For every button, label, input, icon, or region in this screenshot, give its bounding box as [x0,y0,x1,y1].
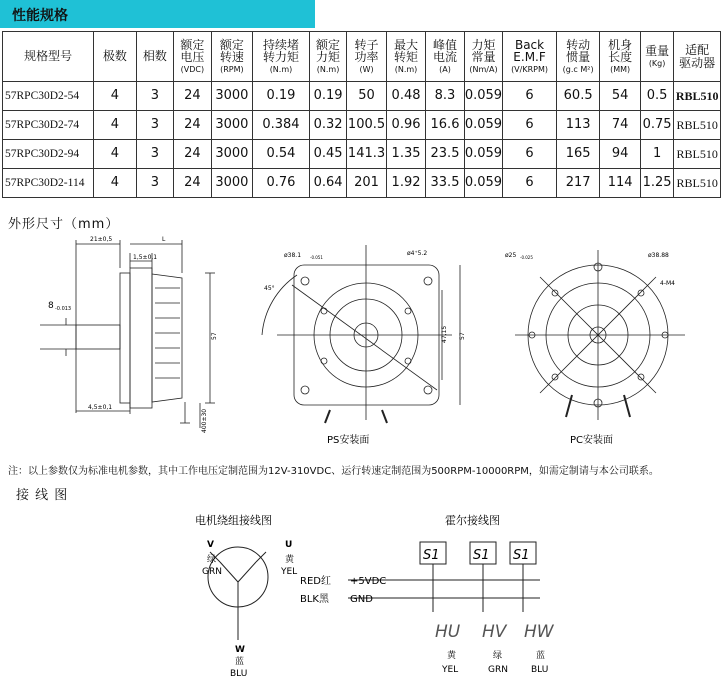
column-unit: (Nm/A) [469,64,498,74]
table-cell: 0.19 [253,82,310,111]
ps-dim-38: ø38.1 [284,252,302,259]
table-cell: 6 [503,140,557,169]
table-cell: 6 [503,82,557,111]
section-title: 性能规格 [12,8,68,24]
table-cell: 0.54 [253,140,310,169]
column-header: 机身 长度 (MM) [600,32,641,82]
ps-face-drawing [252,245,472,445]
column-header: 峰值 电流 (A) [426,32,464,82]
hall-blk: BLK黑 [300,594,329,605]
winding-W-cn: 蓝 [235,657,245,667]
table-cell: 3 [136,140,173,169]
table-cell: 24 [174,82,211,111]
pc-dim-25-tol: -0.025 [520,255,533,260]
dim-4-5: 4,5±0,1 [88,404,113,411]
hall-HV: HV [482,622,507,642]
table-cell: 0.059 [464,82,502,111]
column-header: 最大 转矩 (N.m) [386,32,425,82]
ps-dim-47: 47,15 [441,325,448,343]
winding-V: V [207,540,214,550]
table-cell: 3 [136,82,173,111]
ps-dim-57: 57 [459,332,466,340]
dim-57: 57 [211,332,218,340]
hall-title: 霍尔接线图 [445,514,500,527]
table-cell: 16.6 [426,111,464,140]
ps-angle: 45° [264,285,275,292]
hall-HU-en: YEL [442,665,459,675]
hall-HW: HW [524,622,554,642]
table-cell: 74 [600,111,641,140]
column-header: 极数 [94,32,137,82]
column-header: 重量 (Kg) [640,32,673,82]
spec-table [2,31,721,198]
table-row [3,111,721,140]
table-cell: 8.3 [426,82,464,111]
pc-dim-25: ø25 [505,252,517,259]
table-cell: 33.5 [426,169,464,198]
column-unit: (RPM) [220,64,244,74]
winding-W-en: BLU [230,669,248,679]
table-cell: 0.48 [386,82,425,111]
dim-8: 8 [48,301,54,311]
column-unit: (VDC) [180,64,205,74]
table-cell: RBL510 [674,82,721,111]
wiring-title: 接 线 图 [16,488,69,503]
hall-HU-cn: 黄 [447,651,457,661]
table-cell: 1.25 [640,169,673,198]
table-cell: 0.75 [640,111,673,140]
winding-title: 电机绕组接线图 [195,514,272,527]
winding-U-en: YEL [281,567,298,577]
table-cell: 3000 [211,82,253,111]
table-cell: RBL510 [674,111,721,140]
column-unit: (N.m) [269,64,293,74]
table-cell: 165 [556,140,600,169]
column-unit: (W) [359,64,374,74]
hall-diagram [300,512,570,677]
table-body [3,82,721,198]
column-header: Back E.M.F (V/KRPM) [503,32,557,82]
table-cell: 141.3 [347,140,386,169]
table-cell: 1 [640,140,673,169]
table-cell: 114 [600,169,641,198]
column-unit: (g.c M²) [562,64,594,74]
column-header: 额定 转速 (RPM) [211,32,253,82]
table-cell: 24 [174,111,211,140]
column-header: 转动 惯量 (g.c M²) [556,32,600,82]
column-header: 持续堵 转力矩 (N.m) [253,32,310,82]
table-cell: 0.32 [309,111,346,140]
table-row [3,140,721,169]
table-cell: 57RPC30D2-74 [3,111,94,140]
table-cell: 23.5 [426,140,464,169]
column-header: 额定 电压 (VDC) [174,32,211,82]
table-cell: 1.35 [386,140,425,169]
table-cell: 3 [136,111,173,140]
table-cell: 57RPC30D2-54 [3,82,94,111]
table-cell: RBL510 [674,140,721,169]
column-header: 规格型号 [3,32,94,82]
column-unit: (MM) [610,64,631,74]
table-cell: 3000 [211,169,253,198]
table-cell: 94 [600,140,641,169]
table-cell: 54 [600,82,641,111]
hall-HV-en: GRN [488,665,508,675]
table-header-row [3,32,721,82]
column-unit: (V/KRPM) [511,64,549,74]
table-cell: 217 [556,169,600,198]
winding-U: U [285,540,293,550]
table-cell: 4 [94,140,137,169]
hall-HU: HU [435,622,461,642]
ps-caption: PS安装面 [327,435,370,446]
column-header: 适配 驱动器 [674,32,721,82]
ps-dim-4: ø4⁺5.2 [407,250,428,257]
dim-8-tol: -0.013 [55,306,72,312]
table-cell: 0.96 [386,111,425,140]
pc-caption: PC安装面 [570,435,614,446]
table-cell: 4 [94,169,137,198]
table-cell: 1.92 [386,169,425,198]
dim-L: L [162,236,166,243]
dim-1-5: 1,5±0,1 [133,254,158,261]
column-header: 相数 [136,32,173,82]
winding-V-en: GRN [202,567,222,577]
table-row [3,169,721,198]
hall-5v: +5VDC [350,576,387,587]
column-header: 额定 力矩 (N.m) [309,32,346,82]
table-cell: 60.5 [556,82,600,111]
winding-V-cn: 绿 [207,555,217,565]
column-unit: (A) [439,64,451,74]
table-cell: 57RPC30D2-94 [3,140,94,169]
table-cell: 4 [94,82,137,111]
table-row [3,82,721,111]
winding-W: W [235,645,245,655]
table-cell: 0.76 [253,169,310,198]
table-cell: 50 [347,82,386,111]
column-unit: (N.m) [394,64,418,74]
table-cell: 100.5 [347,111,386,140]
table-cell: 24 [174,140,211,169]
hall-sensor-1: S1 [423,548,440,563]
table-cell: 57RPC30D2-114 [3,169,94,198]
table-cell: 0.45 [309,140,346,169]
column-unit: (N.m) [316,64,340,74]
hall-gnd: GND [350,594,373,605]
column-header: 转子 功率 (W) [347,32,386,82]
table-cell: 3000 [211,111,253,140]
table-cell: 0.059 [464,140,502,169]
table-cell: 6 [503,169,557,198]
column-header: 力矩 常量 (Nm/A) [464,32,502,82]
ps-dim-38-tol: -0.051 [310,255,323,260]
column-unit: (Kg) [648,58,666,68]
side-view-drawing [30,228,240,438]
dim-400: 400±30 [201,408,208,433]
dims-title: 外形尺寸（mm） [8,217,120,232]
section-header [0,0,315,28]
table-cell: 0.059 [464,111,502,140]
hall-HV-cn: 绿 [493,651,503,661]
dim-21: 21±0,5 [90,236,113,243]
table-cell: 0.5 [640,82,673,111]
table-cell: 0.19 [309,82,346,111]
table-cell: 4 [94,111,137,140]
note-text: 注：以上参数仅为标准电机参数，其中工作电压定制范围为12V-310VDC、运行转速定制范围为500RPM-10000RPM，如需定制请与本公司联系。 [8,466,659,477]
table-cell: 0.384 [253,111,310,140]
table-cell: 113 [556,111,600,140]
table-cell: 3 [136,169,173,198]
table-cell: 24 [174,169,211,198]
pc-dim-38: ø38.88 [648,252,669,259]
table-cell: 6 [503,111,557,140]
winding-U-cn: 黄 [285,555,295,565]
table-cell: 0.64 [309,169,346,198]
pc-face-drawing [500,245,700,445]
hall-sensor-2: S1 [473,548,490,563]
hall-sensor-3: S1 [513,548,530,563]
table-cell: RBL510 [674,169,721,198]
table-cell: 201 [347,169,386,198]
pc-dim-m4: 4-M4 [660,280,675,287]
hall-red: RED红 [300,576,331,587]
table-cell: 0.059 [464,169,502,198]
hall-HW-cn: 蓝 [536,651,546,661]
hall-HW-en: BLU [531,665,549,675]
table-cell: 3000 [211,140,253,169]
